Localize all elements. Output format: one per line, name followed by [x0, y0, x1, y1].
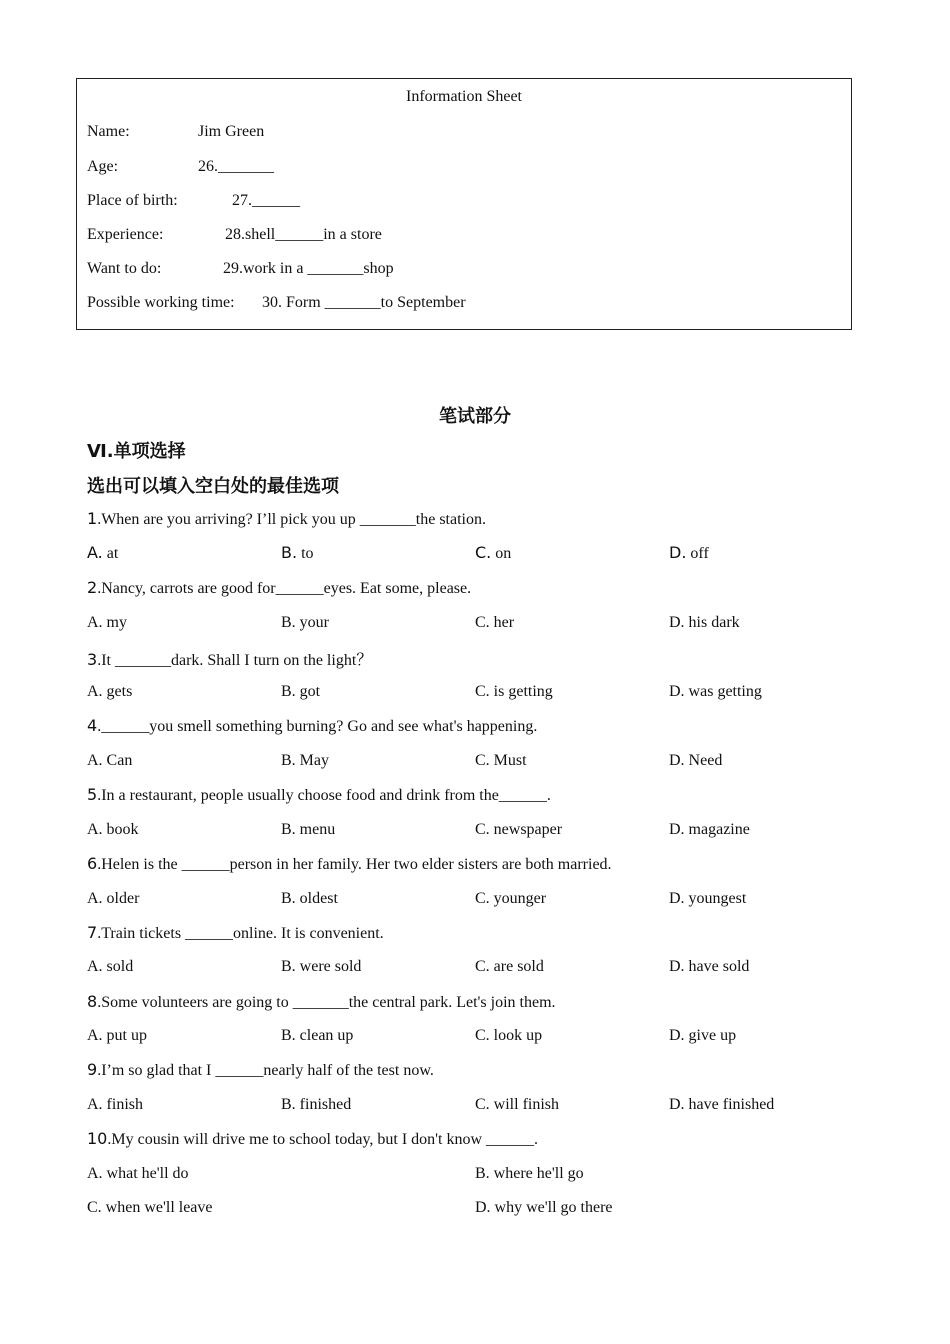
question-number: 9: [87, 1060, 98, 1079]
option-c[interactable]: [475, 543, 511, 563]
question-number: 8: [87, 992, 98, 1011]
option-text: C. newspaper: [475, 821, 563, 838]
option-letter: C.: [475, 543, 492, 562]
option-text: to: [297, 545, 314, 562]
option-text: B. your: [281, 614, 329, 631]
option-a[interactable]: [87, 1094, 143, 1114]
question-text: .Train tickets ______online. It is convenient.: [97, 925, 384, 942]
option-text: C. is getting: [475, 683, 553, 700]
row-value: Jim Green: [198, 123, 265, 140]
option-text: D. give up: [669, 1027, 737, 1044]
question-number: 10: [87, 1129, 108, 1148]
row-label: Age:: [87, 158, 119, 175]
option-c[interactable]: [475, 1094, 559, 1114]
option-text: C. younger: [475, 890, 547, 907]
question-8: [87, 992, 556, 1012]
question-text: .Nancy, carrots are good for______eyes. Eat some, please.: [97, 580, 472, 597]
option-b[interactable]: [281, 819, 335, 839]
option-text: D. his dark: [669, 614, 740, 631]
row-value: 26._______: [198, 158, 274, 175]
option-text: A. put up: [87, 1027, 147, 1044]
option-text: D. magazine: [669, 821, 750, 838]
question-text: .Some volunteers are going to _______the central park. Let's join them.: [97, 994, 556, 1011]
option-d[interactable]: [669, 543, 709, 563]
option-a[interactable]: [87, 1163, 189, 1183]
option-text: C. look up: [475, 1027, 543, 1044]
option-text: B. finished: [281, 1096, 352, 1113]
option-b[interactable]: [281, 888, 338, 908]
question-5: [87, 785, 551, 805]
option-text: D. have sold: [669, 958, 750, 975]
option-b[interactable]: [281, 543, 314, 563]
row-value: 28.shell______in a store: [225, 226, 382, 243]
option-c[interactable]: [475, 612, 514, 632]
option-b[interactable]: [281, 956, 361, 976]
option-c[interactable]: [475, 1025, 542, 1045]
option-a[interactable]: [87, 888, 139, 908]
option-text: A. book: [87, 821, 139, 838]
option-text: A. Can: [87, 752, 133, 769]
option-text: B. menu: [281, 821, 336, 838]
option-b[interactable]: [281, 1025, 353, 1045]
question-text: .______you smell something burning? Go and see what's happening.: [97, 718, 538, 735]
option-text: C. will finish: [475, 1096, 560, 1113]
question-number: 2: [87, 578, 98, 597]
question-9: [87, 1060, 434, 1080]
option-text: A. gets: [87, 683, 133, 700]
row-label: Name:: [87, 123, 130, 140]
information-sheet: [76, 78, 852, 330]
option-c[interactable]: [475, 750, 527, 770]
option-text: D. Need: [669, 752, 723, 769]
question-text: .It _______dark. Shall I turn on the light？: [97, 652, 373, 669]
option-text: A. older: [87, 890, 140, 907]
option-b[interactable]: [281, 681, 320, 701]
row-value: 27.______: [232, 192, 300, 209]
option-d[interactable]: [475, 1197, 613, 1217]
instruction-heading: 选出可以填入空白处的最佳选项: [87, 476, 339, 497]
question-text: .When are you arriving? I’ll pick you up _______the station.: [97, 511, 486, 528]
question-10: [87, 1129, 538, 1149]
question-text: .Helen is the ______person in her family. Her two elder sisters are both married.: [97, 856, 612, 873]
question-number: 7: [87, 923, 98, 942]
option-text: A. finish: [87, 1096, 143, 1113]
row-label: Place of birth:: [87, 192, 178, 209]
sheet-title: Information Sheet: [406, 88, 522, 105]
option-d[interactable]: [669, 888, 746, 908]
option-d[interactable]: [669, 750, 722, 770]
question-number: 3: [87, 650, 98, 669]
part-heading: Ⅵ.单项选择: [87, 441, 186, 462]
option-text: B. oldest: [281, 890, 338, 907]
option-b[interactable]: [281, 612, 329, 632]
option-c[interactable]: [475, 681, 553, 701]
question-number: 1: [87, 509, 98, 528]
option-a[interactable]: [87, 1025, 147, 1045]
option-c[interactable]: [475, 956, 544, 976]
option-a[interactable]: [87, 612, 127, 632]
option-text: B. clean up: [281, 1027, 354, 1044]
option-c[interactable]: [475, 888, 546, 908]
question-text: .In a restaurant, people usually choose food and drink from the______.: [97, 787, 551, 804]
option-text: C. when we'll leave: [87, 1199, 213, 1216]
option-text: A. sold: [87, 958, 134, 975]
option-a[interactable]: [87, 956, 133, 976]
option-text: B. were sold: [281, 958, 362, 975]
option-text: off: [686, 545, 709, 562]
option-text: A. what he'll do: [87, 1165, 189, 1182]
option-a[interactable]: [87, 819, 139, 839]
row-label: Want to do:: [87, 260, 162, 277]
option-text: D. youngest: [669, 890, 747, 907]
question-6: [87, 854, 612, 874]
question-text: .I’m so glad that I ______nearly half of the test now.: [97, 1062, 434, 1079]
option-a[interactable]: [87, 750, 132, 770]
option-d[interactable]: [669, 681, 762, 701]
row-value: 30. Form _______to September: [262, 294, 466, 311]
option-d[interactable]: [669, 819, 750, 839]
option-text: C. are sold: [475, 958, 544, 975]
option-a[interactable]: [87, 681, 132, 701]
option-text: A. my: [87, 614, 127, 631]
option-b[interactable]: [475, 1163, 584, 1183]
option-letter: D.: [669, 543, 687, 562]
section-title: 笔试部分: [439, 406, 511, 427]
option-b[interactable]: [281, 750, 329, 770]
question-3: [87, 647, 372, 670]
option-text: D. was getting: [669, 683, 762, 700]
option-c[interactable]: [87, 1197, 213, 1217]
option-text: C. Must: [475, 752, 527, 769]
option-letter: B.: [281, 543, 298, 562]
option-d[interactable]: [669, 1025, 736, 1045]
option-letter: A.: [87, 543, 103, 562]
option-d[interactable]: [669, 956, 749, 976]
option-text: on: [491, 545, 512, 562]
option-text: D. have finished: [669, 1096, 775, 1113]
question-2: [87, 578, 471, 598]
row-label: Possible working time:: [87, 294, 235, 311]
question-1: [87, 509, 486, 529]
option-text: C. her: [475, 614, 515, 631]
option-d[interactable]: [669, 612, 740, 632]
question-number: 4: [87, 716, 98, 735]
option-text: at: [102, 545, 119, 562]
question-text: .My cousin will drive me to school today, but I don't know ______.: [107, 1131, 539, 1148]
question-4: [87, 716, 537, 736]
question-number: 5: [87, 785, 98, 804]
row-label: Experience:: [87, 226, 164, 243]
question-number: 6: [87, 854, 98, 873]
row-value: 29.work in a _______shop: [223, 260, 394, 277]
option-c[interactable]: [475, 819, 562, 839]
option-d[interactable]: [669, 1094, 774, 1114]
question-7: [87, 923, 384, 943]
option-text: D. why we'll go there: [475, 1199, 613, 1216]
option-text: B. May: [281, 752, 329, 769]
option-text: B. got: [281, 683, 321, 700]
option-a[interactable]: [87, 543, 118, 563]
option-text: B. where he'll go: [475, 1165, 584, 1182]
option-b[interactable]: [281, 1094, 351, 1114]
